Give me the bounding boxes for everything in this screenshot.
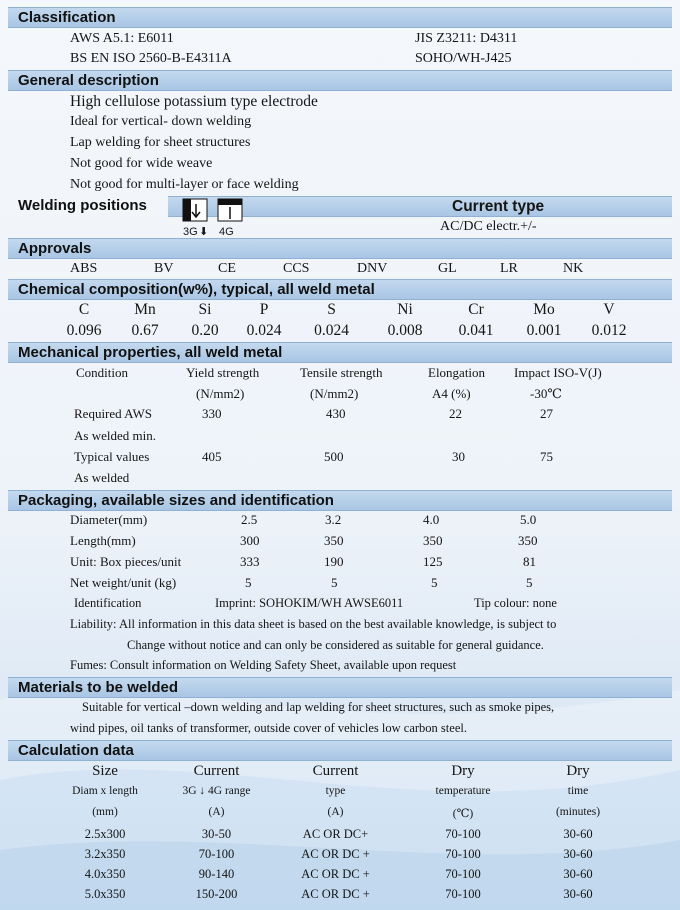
description-line: Not good for multi-layer or face welding [70,177,299,192]
calc-unit: (mm) [92,806,118,818]
calc-cell: 70-100 [445,867,481,881]
element-symbol: Mo [533,301,555,318]
required-impact: 27 [540,406,553,421]
table-row [50,887,628,902]
materials-text: Suitable for vertical –down welding and lap welding for sheet structures, such as smoke pipes, [82,700,555,714]
calc-header-dry-time: Dry [566,763,590,779]
unit-elongation: A4 (%) [432,386,471,401]
packaging-value: 4.0 [423,512,440,527]
composition-value: 0.041 [458,322,494,339]
typical-values-sublabel: As welded [74,470,130,485]
element-symbol: P [259,301,269,318]
current-type-value: AC/DC electr.+/- [440,219,537,234]
calc-cell: AC OR DC + [301,887,370,901]
welding-positions-header: Welding positions [18,197,147,214]
approval-item: ABS [70,261,98,276]
fumes-text: Fumes: Consult information on Welding Safety Sheet, available upon request [70,658,457,672]
composition-value: 0.012 [591,322,627,339]
calc-subheader: temperature [435,785,491,797]
description-line: Lap welding for sheet structures [70,135,251,150]
calc-unit: (A) [327,806,344,818]
position-3g-label: 3G [183,226,198,238]
unit-yield: (N/mm2) [196,386,245,401]
calc-subheader: 3G ↓ 4G range [182,785,251,797]
packaging-header: Packaging, available sizes and identification [8,490,672,511]
packaging-row-label: Unit: Box pieces/unit [70,554,182,569]
calc-cell: 30-60 [563,887,593,901]
column-header-condition: Condition [76,365,129,380]
unit-impact: -30℃ [530,386,562,401]
approval-item: GL [438,261,457,276]
bsen-classification: BS EN ISO 2560-B-E4311A [70,51,232,66]
required-aws-sublabel: As welded min. [74,428,156,443]
required-elongation: 22 [449,406,462,421]
composition-value: 0.001 [526,322,562,339]
imprint-text: Imprint: SOHOKIM/WH AWSE6011 [215,596,404,610]
calc-subheader: type [325,785,346,797]
calc-cell: 30-60 [563,827,593,841]
liability-text-continued: Change without notice and can only be considered as suitable for general guidance. [127,638,544,652]
approvals-header: Approvals [8,238,672,259]
packaging-value: 81 [523,554,536,569]
calc-cell: 70-100 [198,847,235,861]
typical-elongation: 30 [452,449,465,464]
approval-item: LR [500,261,518,276]
required-tensile: 430 [326,406,346,421]
calc-unit: (A) [208,806,225,818]
packaging-value: 5 [526,575,533,590]
calc-cell: 2.5x300 [84,827,126,841]
calc-cell: 5.0x350 [84,887,126,901]
packaging-value: 350 [324,533,344,548]
composition-value: 0.024 [246,322,282,339]
down-arrow-icon: ⬇ [199,225,209,238]
approval-item: BV [154,261,174,276]
description-line: High cellulose potassium type electrode [70,93,318,110]
element-symbol: Ni [397,301,413,318]
element-symbol: S [327,301,336,318]
description-line: Ideal for vertical- down welding [70,114,252,129]
calc-header-size: Size [92,763,118,779]
approval-item: CCS [283,261,310,276]
jis-classification: JIS Z3211: D4311 [415,31,518,46]
packaging-value: 5 [245,575,252,590]
unit-tensile: (N/mm2) [310,386,359,401]
required-aws-label: Required AWS [74,406,153,421]
approval-item: CE [218,261,236,276]
packaging-value: 3.2 [325,512,342,527]
table-row [50,827,628,842]
packaging-row-label: Length(mm) [70,533,136,548]
column-header-yield: Yield strength [186,365,260,380]
packaging-value: 5 [331,575,338,590]
calculation-header: Calculation data [8,740,672,761]
table-row [50,867,628,882]
column-header-tensile: Tensile strength [300,365,383,380]
current-type-title: Current type [452,198,545,215]
packaging-value: 125 [423,554,443,569]
packaging-value: 5.0 [520,512,537,527]
calc-subheader: Diam x length [72,785,138,797]
element-row [54,301,641,319]
calc-cell: 70-100 [445,887,481,901]
mechanical-properties-header: Mechanical properties, all weld metal [8,342,672,363]
packaging-value: 350 [518,533,538,548]
calc-cell: 150-200 [195,887,238,901]
packaging-value: 333 [240,554,260,569]
calculation-units-row [50,806,628,820]
typical-tensile: 500 [324,449,344,464]
approval-item: DNV [357,261,388,276]
liability-text: Liability: All information in this data sheet is based on the best available knowledge, is subject to [70,617,557,631]
calc-cell: 90-140 [198,867,235,881]
packaging-value: 350 [423,533,443,548]
packaging-row-label: Diameter(mm) [70,512,148,527]
packaging-value: 190 [324,554,344,569]
calc-cell: AC OR DC + [301,867,370,881]
packaging-value: 300 [240,533,260,548]
calc-cell: 3.2x350 [84,847,126,861]
description-line: Not good for wide weave [70,156,213,171]
calc-cell: 30-50 [201,827,232,841]
general-description-header: General description [8,70,672,91]
typical-yield: 405 [202,449,222,464]
packaging-value: 2.5 [241,512,258,527]
calc-subheader: time [567,785,589,797]
calc-cell: AC OR DC + [301,847,370,861]
materials-header: Materials to be welded [8,677,672,698]
composition-value: 0.67 [131,322,159,339]
calc-cell: 4.0x350 [84,867,126,881]
classification-header: Classification [8,7,672,28]
tip-colour-text: Tip colour: none [474,596,557,610]
calc-unit: (℃) [452,808,474,820]
calc-header-current-type: Current [312,763,359,779]
required-yield: 330 [202,406,222,421]
calc-cell: AC OR DC+ [302,827,369,841]
calc-cell: 70-100 [445,827,481,841]
calc-header-current: Current [193,763,240,779]
position-4g-label: 4G [219,226,234,238]
element-symbol: V [603,301,615,318]
column-header-impact: Impact ISO-V(J) [514,365,602,380]
typical-values-label: Typical values [74,449,150,464]
identification-label: Identification [74,596,142,610]
element-symbol: Mn [134,301,156,318]
approval-item: NK [563,261,584,276]
composition-values-row [54,322,641,340]
composition-value: 0.20 [191,322,219,339]
composition-value: 0.096 [66,322,102,339]
packaging-row-label: Net weight/unit (kg) [70,575,177,590]
calc-cell: 30-60 [563,867,593,881]
table-row [50,847,628,862]
calc-unit: (minutes) [555,806,601,818]
calculation-header-row [50,763,628,780]
element-symbol: Cr [468,301,484,318]
element-symbol: C [78,301,90,318]
composition-value: 0.024 [314,322,349,339]
calc-cell: 30-60 [563,847,593,861]
chemical-composition-header: Chemical composition(w%), typical, all weld metal [8,279,672,300]
composition-value: 0.008 [387,322,423,339]
calc-header-dry-temperature: Dry [451,763,475,779]
packaging-value: 5 [431,575,438,590]
materials-text-continued: wind pipes, oil tanks of transformer, outside cover of vehicles low carbon steel. [70,721,467,735]
calculation-subheader-row [50,785,628,797]
aws-classification: AWS A5.1: E6011 [70,31,174,46]
element-symbol: Si [198,301,212,318]
typical-impact: 75 [540,449,553,464]
column-header-elongation: Elongation [428,365,486,380]
soho-classification: SOHO/WH-J425 [415,51,512,66]
calc-cell: 70-100 [445,847,481,861]
